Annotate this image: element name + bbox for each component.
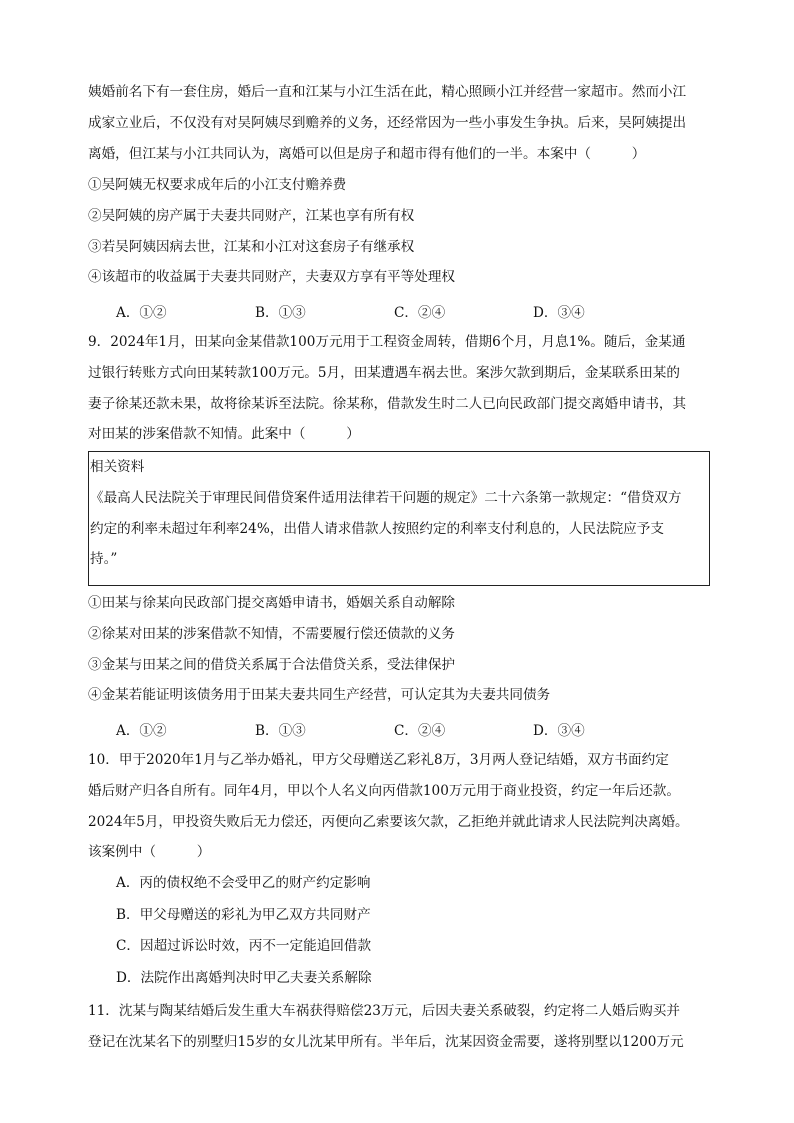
- text-line: 9．2024年1月，田某向金某借款100万元用于工程资金周转，借期6个月，月息1%。随后，金某通: [88, 334, 686, 350]
- statement-1: ①吴阿姨无权要求成年后的小江支付赡养费: [88, 177, 347, 193]
- choice-a[interactable]: A．丙的债权绝不会受甲乙的财产约定影响: [116, 875, 371, 891]
- statement-3: ③金某与田某之间的借贷关系属于合法借贷关系，受法律保护: [88, 656, 456, 673]
- question-10-stem: [88, 745, 710, 868]
- text-line: 成家立业后，不仅没有对吴阿姨尽到赡养的义务，还经常因为一些小事发生争执。后来，吴阿姨提出: [88, 114, 687, 131]
- option-d[interactable]: D．③④: [533, 723, 585, 739]
- text-line: 过银行转账方式向田某转款100万元。5月，田某遭遇车祸去世。案涉欠款到期后，金某联系田某的: [88, 364, 680, 381]
- text-line: 2024年5月，甲投资失败后无力偿还，丙便向乙索要该欠款，乙拒绝并就此请求人民法院判决离婚。: [88, 813, 689, 830]
- statement-1: ①田某与徐某向民政部门提交离婚申请书，婚姻关系自动解除: [88, 595, 456, 611]
- question-11-stem: [88, 996, 710, 1058]
- question-8-statements: [88, 170, 710, 293]
- question-10-choices: [116, 868, 372, 994]
- statement-4: ④金某若能证明该债务用于田某夫妻共同生产经营，可认定其为夫妻共同债务: [88, 687, 551, 704]
- option-b[interactable]: B．①③: [255, 723, 306, 739]
- question-8-stem: [88, 77, 710, 169]
- box-title: 相关资料: [90, 459, 145, 475]
- statement-2: ②吴阿姨的房产属于夫妻共同财产，江某也享有所有权: [88, 207, 415, 224]
- text-line: 对田某的涉案借款不知情。此案中（ ）: [88, 426, 360, 443]
- choice-b[interactable]: B．甲父母赠送的彩礼为甲乙双方共同财产: [116, 906, 371, 923]
- statement-3: ③若吴阿姨因病去世，江某和小江对这套房子有继承权: [88, 238, 415, 255]
- question-9-stem: [88, 327, 710, 450]
- question-8-options: [116, 301, 585, 321]
- option-a[interactable]: A．①②: [116, 305, 167, 321]
- statement-2: ②徐某对田某的涉案借款不知情，不需要履行偿还债款的义务: [88, 625, 456, 642]
- text-line: 妻子徐某还款未果，故将徐某诉至法院。徐某称，借款发生时二人已向民政部门提交离婚申请书，其: [88, 395, 687, 412]
- choice-c[interactable]: C．因超过诉讼时效，丙不一定能追回借款: [116, 938, 372, 955]
- text-line: 登记在沈某名下的别墅归15岁的女儿沈某甲所有。半年后，沈某因资金需要，遂将别墅以1200万元: [88, 1033, 684, 1050]
- text-line: 姨婚前名下有一套住房，婚后一直和江某与小江生活在此，精心照顾小江并经营一家超市。然而小江: [88, 84, 687, 100]
- option-c[interactable]: C．②④: [394, 305, 446, 321]
- choice-d[interactable]: D．法院作出离婚判决时甲乙夫妻关系解除: [116, 969, 372, 986]
- option-c[interactable]: C．②④: [394, 723, 446, 739]
- option-b[interactable]: B．①③: [255, 305, 306, 321]
- box-line: 约定的利率未超过年利率24%，出借人请求借款人按照约定的利率支付利息的，人民法院应予支: [90, 520, 664, 537]
- text-line: 该案例中（ ）: [88, 844, 211, 861]
- question-9-statements: [88, 588, 710, 711]
- text-line: 10．甲于2020年1月与乙举办婚礼，甲方父母赠送乙彩礼8万，3月两人登记结婚，双方书面约定: [88, 752, 669, 768]
- box-line: 持。”: [90, 551, 118, 568]
- box-line: 《最高人民法院关于审理民间借贷案件适用法律若干问题的规定》二十六条第一款规定：“借贷双方: [90, 489, 682, 506]
- statement-4: ④该超市的收益属于夫妻共同财产，夫妻双方享有平等处理权: [88, 269, 456, 286]
- text-line: 离婚，但江某与小江共同认为，离婚可以但是房子和超市得有他们的一半。本案中（ ）: [88, 145, 646, 162]
- text-line: 婚后财产归各自所有。同年4月，甲以个人名义向丙借款100万元用于商业投资，约定一年后还款。: [88, 782, 680, 799]
- option-a[interactable]: A．①②: [116, 723, 167, 739]
- text-line: 11．沈某与陶某结婚后发生重大车祸获得赔偿23万元，后因夫妻关系破裂，约定将二人婚后购买并: [88, 1003, 680, 1019]
- related-material-box: [88, 451, 710, 586]
- question-9-options: [116, 719, 585, 739]
- option-d[interactable]: D．③④: [533, 305, 585, 321]
